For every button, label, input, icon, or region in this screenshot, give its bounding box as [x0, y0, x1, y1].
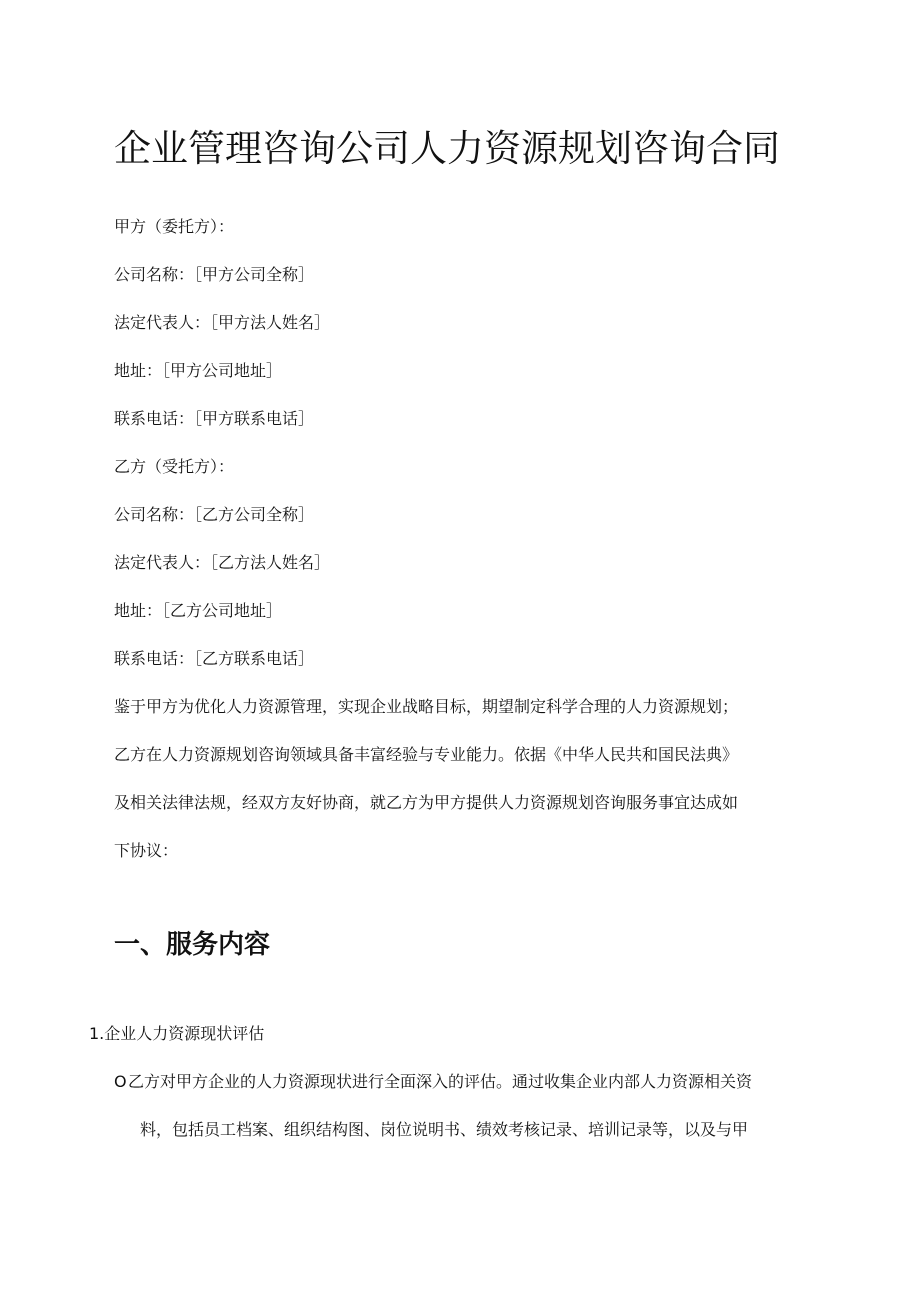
item-paragraph-line: 料，包括员工档案、组织结构图、岗位说明书、绩效考核记录、培训记录等，以及与甲 — [140, 1120, 749, 1139]
preamble-line: 乙方在人力资源规划咨询领域具备丰富经验与专业能力。依据《中华人民共和国民法典》 — [114, 745, 739, 764]
party-b-company: 公司名称：［乙方公司全称］ — [114, 505, 315, 524]
party-b-address: 地址：［乙方公司地址］ — [114, 601, 283, 620]
party-a-heading: 甲方（委托方）： — [114, 217, 235, 236]
party-b-heading: 乙方（受托方）： — [114, 457, 235, 476]
party-a-address: 地址：［甲方公司地址］ — [114, 361, 283, 380]
party-a-phone: 联系电话：［甲方联系电话］ — [114, 409, 315, 428]
section-heading-service-content: 一、服务内容 — [114, 930, 271, 960]
item-text: 乙方对甲方企业的人力资源现状进行全面深入的评估。通过收集企业内部人力资源相关资 — [128, 1072, 753, 1091]
party-a-legal-rep: 法定代表人：［甲方法人姓名］ — [114, 313, 331, 332]
contract-title: 企业管理咨询公司人力资源规划咨询合同 — [114, 127, 780, 170]
bullet-icon: O — [114, 1072, 127, 1091]
preamble-line: 下协议： — [114, 841, 179, 860]
party-a-company: 公司名称：［甲方公司全称］ — [114, 265, 315, 284]
party-b-legal-rep: 法定代表人：［乙方法人姓名］ — [114, 553, 331, 572]
item-title-hr-assessment: 1.企业人力资源现状评估 — [89, 1024, 265, 1043]
preamble-line: 鉴于甲方为优化人力资源管理，实现企业战略目标，期望制定科学合理的人力资源规划； — [114, 697, 739, 716]
preamble-line: 及相关法律法规，经双方友好协商，就乙方为甲方提供人力资源规划咨询服务事宜达成如 — [114, 793, 739, 812]
party-b-phone: 联系电话：［乙方联系电话］ — [114, 649, 315, 668]
item-paragraph-line — [114, 1070, 752, 1094]
